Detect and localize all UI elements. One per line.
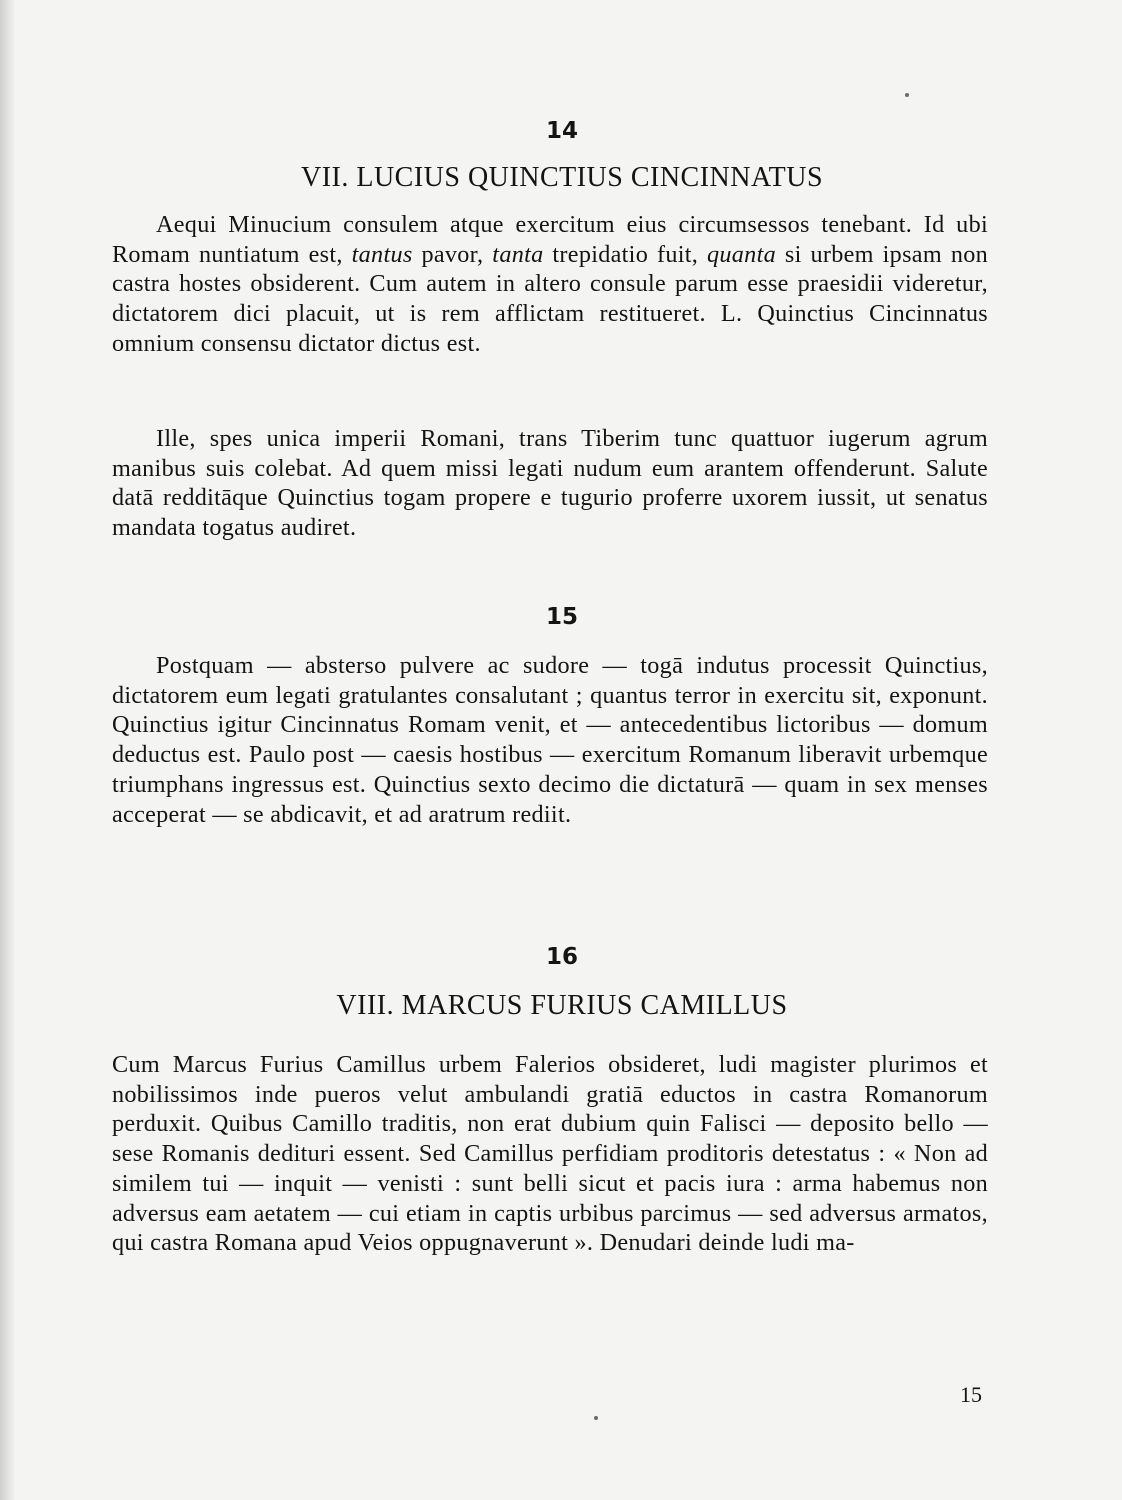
text-run: Postquam — absterso pulvere ac sudore — togā indutus processit Quinctius, dictatorem eum legati gratulantes consalutant ; quantus terror in exercitu sit, exponunt. Quinctius igitur Cincinnatus Romam venit, et — antecedentibus lictoribus — domum deductus est. Paulo post — caesis hostibus — exercitum Romanum liberavit urbemque triumphans ingressus est. Quinctius sexto decimo die dictaturā — quam in sex menses acceperat — se abdicavit, et ad aratrum rediit. xyxy=(112,652,988,828)
section-number: 14 xyxy=(545,118,578,144)
section-number: 16 xyxy=(545,944,578,970)
paragraph xyxy=(112,1050,988,1258)
chapter-heading: VII. LUCIUS QUINCTIUS CINCINNATUS xyxy=(300,162,824,193)
paragraph xyxy=(112,651,988,829)
text-run: Ille, spes unica imperii Romani, trans Tiberim tunc quattuor iugerum agrum manibus suis colebat. Ad quem missi legati nudum eum arantem offenderunt. Salute datā redditāque Quinctius togam propere e tugurio proferre uxorem iussit, ut senatus mandata togatus audiret. xyxy=(112,425,988,542)
print-speck xyxy=(905,93,909,97)
paragraph xyxy=(112,210,988,359)
text-run: trepidatio fuit, xyxy=(543,240,707,268)
page-number: 15 xyxy=(960,1382,982,1407)
print-speck xyxy=(594,1416,598,1420)
italic-text-run: quanta xyxy=(707,240,776,268)
italic-text-run: tanta xyxy=(492,240,544,268)
paragraph xyxy=(112,424,988,543)
page-edge-shadow xyxy=(0,0,14,1500)
italic-text-run: tantus xyxy=(351,240,413,268)
text-run: Aequi Minucium consulem atque exercitum eius circumsessos tenebant. Id ubi Romam nuntiatum est, xyxy=(112,211,988,268)
text-run: Cum Marcus Furius Camillus urbem Falerios obsideret, ludi magister plurimos et nobilissimos inde pueros velut ambulandi gratiā eductos in castra Romanorum perduxit. Quibus Camillo traditis, non erat dubium quin Falisci — deposito bello — sese Romanis dedituri essent. Sed Camillus perfidiam proditoris detestatus : « Non ad similem tui — inquit — venisti : sunt belli sicut et pacis iura : arma habemus non adversus eam aetatem — cui etiam in captis urbibus parcimus — sed adversus armatos, qui castra Romana apud Veios oppugnaverunt ». Denudari deinde ludi ma- xyxy=(112,1051,988,1257)
section-number: 15 xyxy=(545,604,578,630)
chapter-heading: VIII. MARCUS FURIUS CAMILLUS xyxy=(336,990,788,1021)
text-run: pavor, xyxy=(412,240,493,268)
text-run: si urbem ipsam non castra hostes obsiderent. Cum autem in altero consule parum esse praesidii videretur, dictatorem dici placuit, ut is rem afflictam restitueret. L. Quinctius Cincinnatus omnium consensu dictator dictus est. xyxy=(112,240,988,357)
